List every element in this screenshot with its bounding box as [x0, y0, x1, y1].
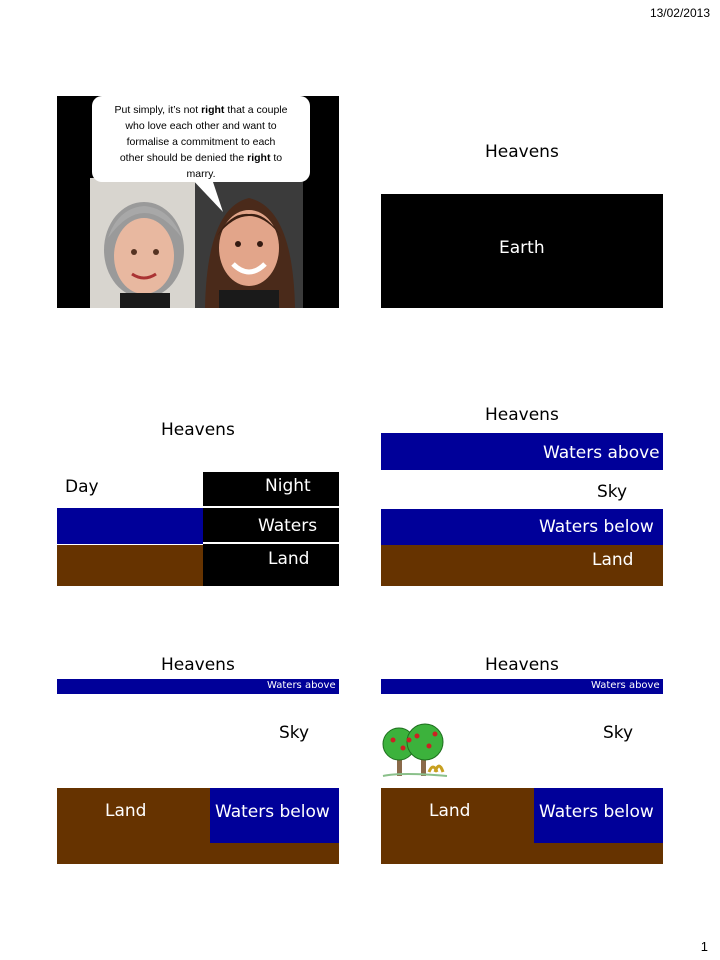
header-date: 13/02/2013 [649, 6, 710, 20]
waters-below-label: Waters below [215, 802, 330, 822]
waters-below-label: Waters below [539, 802, 654, 822]
slide-1 [57, 96, 339, 308]
slide-5 [57, 652, 339, 864]
slide-3 [57, 374, 339, 586]
photo-left [90, 178, 198, 308]
land-label: Land [268, 549, 310, 569]
slide-4 [381, 374, 663, 586]
portrait-left-image [90, 178, 198, 308]
waters-below-label: Waters below [539, 517, 654, 537]
heavens-label: Heavens [485, 142, 559, 162]
waters-above-label: Waters above [543, 443, 660, 463]
quote-fragment: to [270, 152, 283, 164]
waters-block [57, 508, 203, 544]
waters-above-label: Waters above [591, 680, 660, 691]
slide-6 [381, 652, 663, 864]
divider [203, 506, 339, 508]
land-block [57, 545, 203, 586]
sky-label: Sky [597, 482, 628, 502]
land-label: Land [592, 550, 634, 570]
quote-text [92, 102, 310, 182]
slide-2 [381, 96, 663, 308]
heavens-label: Heavens [161, 420, 235, 440]
night-label: Night [265, 476, 311, 496]
quote-line: who love each other and want to [125, 120, 277, 132]
land-label: Land [105, 801, 147, 821]
quote-fragment: that a couple [224, 104, 288, 116]
divider [203, 542, 339, 544]
apple-trees-icon [381, 720, 451, 780]
heavens-label: Heavens [485, 655, 559, 675]
waters-above-label: Waters above [267, 680, 336, 691]
page-number: 1 [700, 939, 708, 954]
heavens-label: Heavens [161, 655, 235, 675]
quote-fragment: Put simply, it’s not [114, 104, 202, 116]
waters-label: Waters [258, 516, 318, 536]
quote-line: marry. [186, 168, 216, 180]
land-label: Land [429, 801, 471, 821]
quote-emphasis: right [247, 152, 271, 164]
earth-label: Earth [499, 238, 545, 258]
quote-fragment: other should be denied the [119, 152, 248, 164]
day-label: Day [65, 477, 99, 497]
speech-bubble-tail [185, 176, 225, 216]
sky-label: Sky [279, 723, 310, 743]
quote-line: formalise a commitment to each [126, 136, 276, 148]
quote-emphasis: right [201, 104, 225, 116]
sky-label: Sky [603, 723, 634, 743]
heavens-label: Heavens [485, 405, 559, 425]
